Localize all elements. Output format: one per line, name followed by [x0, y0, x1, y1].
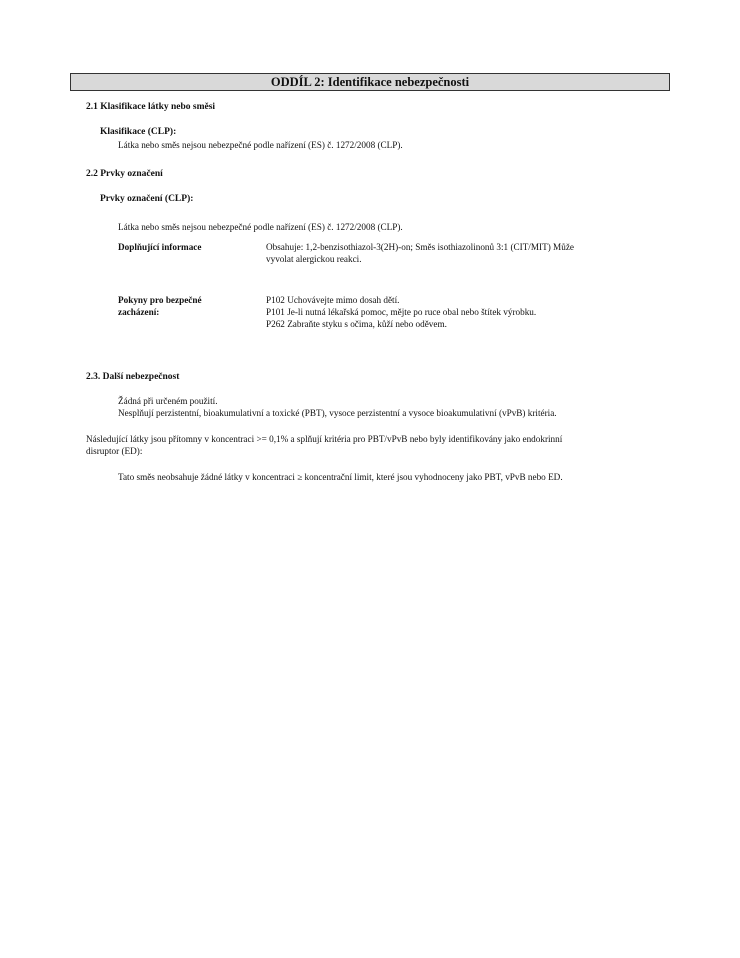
section-title: ODDÍL 2: Identifikace nebezpečnosti — [70, 73, 670, 91]
supplementary-info-label: Doplňující informace — [118, 242, 202, 252]
heading-2-1: 2.1 Klasifikace látky nebo směsi — [86, 102, 216, 112]
heading-2-3: 2.3. Další nebezpečnost — [86, 372, 180, 382]
other-hazards-line-2: Nesplňují perzistentní, bioakumulativní a toxické (PBT), vysoce perzistentní a vysoce bioakumulativní (vPvB) kritéria. — [118, 408, 557, 418]
clp-classification-text: Látka nebo směs nejsou nebezpečné podle nařízení (ES) č. 1272/2008 (CLP). — [118, 140, 403, 150]
label-elements-label: Prvky označení (CLP): — [100, 194, 194, 204]
supplementary-info-line-2: vyvolat alergickou reakci. — [266, 254, 362, 264]
pbt-paragraph-line-1: Následující látky jsou přítomny v koncentraci >= 0,1% a splňují kritéria pro PBT/vPvB nebo byly identifikovány jako endokrinní — [86, 434, 563, 444]
other-hazards-line-1: Žádná při určeném použití. — [118, 396, 218, 406]
pbt-paragraph-line-2: disruptor (ED): — [86, 446, 143, 456]
pbt-final-statement: Tato směs neobsahuje žádné látky v koncentraci ≥ koncentrační limit, které jsou vyhodnoceny jako PBT, vPvB nebo ED. — [118, 472, 563, 482]
precaution-p101: P101 Je-li nutná lékařská pomoc, mějte po ruce obal nebo štítek výrobku. — [266, 307, 537, 317]
precautions-label-line-2: zacházení: — [118, 307, 160, 317]
precautions-label-line-1: Pokyny pro bezpečné — [118, 295, 202, 305]
clp-classification-label: Klasifikace (CLP): — [100, 127, 177, 137]
label-elements-text: Látka nebo směs nejsou nebezpečné podle nařízení (ES) č. 1272/2008 (CLP). — [118, 222, 403, 232]
precaution-p262: P262 Zabraňte styku s očima, kůží nebo oděvem. — [266, 319, 447, 329]
precaution-p102: P102 Uchovávejte mimo dosah dětí. — [266, 295, 400, 305]
supplementary-info-line-1: Obsahuje: 1,2-benzisothiazol-3(2H)-on; Směs isothiazolinonů 3:1 (CIT/MIT) Může — [266, 242, 574, 252]
heading-2-2: 2.2 Prvky označení — [86, 169, 163, 179]
